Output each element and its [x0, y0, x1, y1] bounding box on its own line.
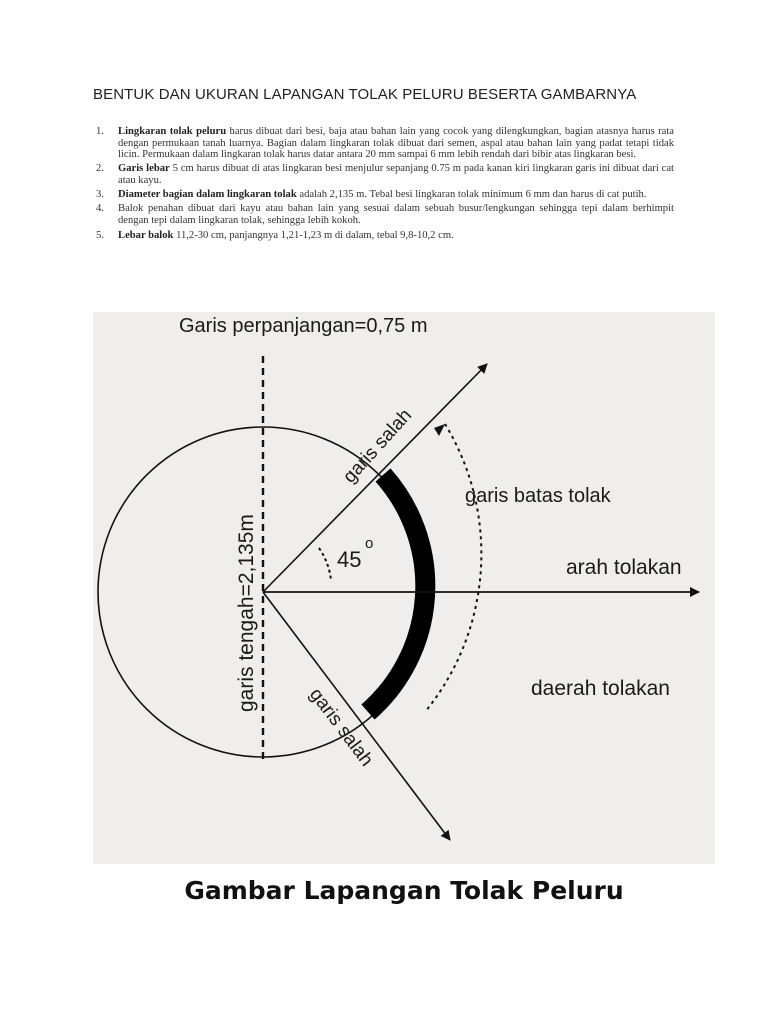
direction-label: arah tolakan: [566, 556, 682, 579]
foul-line-top: [263, 364, 487, 592]
list-item: 1. Lingkaran tolak peluru harus dibuat dari besi, baja atau bahan lain yang cocok yang dilengkungkan, bagian atasnya harus rata dengan permukaan tanah luarnya. Bagian dalam lingkaran tolak dibuat dari semen, aspal atau bahan lain yang padat tetapi tidak licin. Permukaan dalam lingkaran tolak harus datar antara 20 mm sampai 6 mm lebih rendah dari bibir atas lingkaran besi.: [96, 126, 674, 161]
document-title: BENTUK DAN UKURAN LAPANGAN TOLAK PELURU BESERTA GAMBARNYA: [93, 86, 637, 103]
diagram-svg: [93, 312, 715, 864]
stop-board: [368, 475, 425, 712]
shot-put-field-diagram: [93, 312, 715, 864]
rules-list: [96, 126, 674, 244]
angle-label: 45: [337, 547, 362, 572]
foul-line-top-label: garis salah: [339, 405, 417, 488]
degree-symbol: o: [365, 535, 374, 552]
area-label: daerah tolakan: [531, 677, 670, 700]
list-item: 4. Balok penahan dibuat dari kayu atau bahan lain yang sesuai dalam sebuah busur/lengkungan sehingga tepi dalam berhimpit dengan tepi dalam lingkaran tolak, sehingga lebih kokoh.: [96, 203, 674, 226]
foul-line-bottom-label: garis salah: [305, 684, 378, 771]
boundary-label: garis batas tolak: [465, 485, 611, 507]
boundary-arrow-icon: [434, 424, 445, 436]
extension-label: Garis perpanjangan=0,75 m: [179, 315, 428, 337]
list-item: 3. Diameter bagian dalam lingkaran tolak adalah 2,135 m. Tebal besi lingkaran tolak minimum 6 mm dan harus di cat putih.: [96, 188, 647, 200]
list-item: 2. Garis lebar 5 cm harus dibuat di atas lingkaran besi menjulur sepanjang 0.75 m pada kanan kiri lingkaran garis ini dibuat dari cat atau kayu.: [96, 163, 674, 186]
list-item: 5. Lebar balok 11,2-30 cm, panjangnya 1,21-1,23 m di dalam, tebal 9,8-10,2 cm.: [96, 230, 454, 242]
center-line-label: garis tengah=2,135m: [235, 514, 258, 712]
figure-caption: Gambar Lapangan Tolak Peluru: [184, 876, 624, 905]
angle-arc: [319, 548, 331, 580]
